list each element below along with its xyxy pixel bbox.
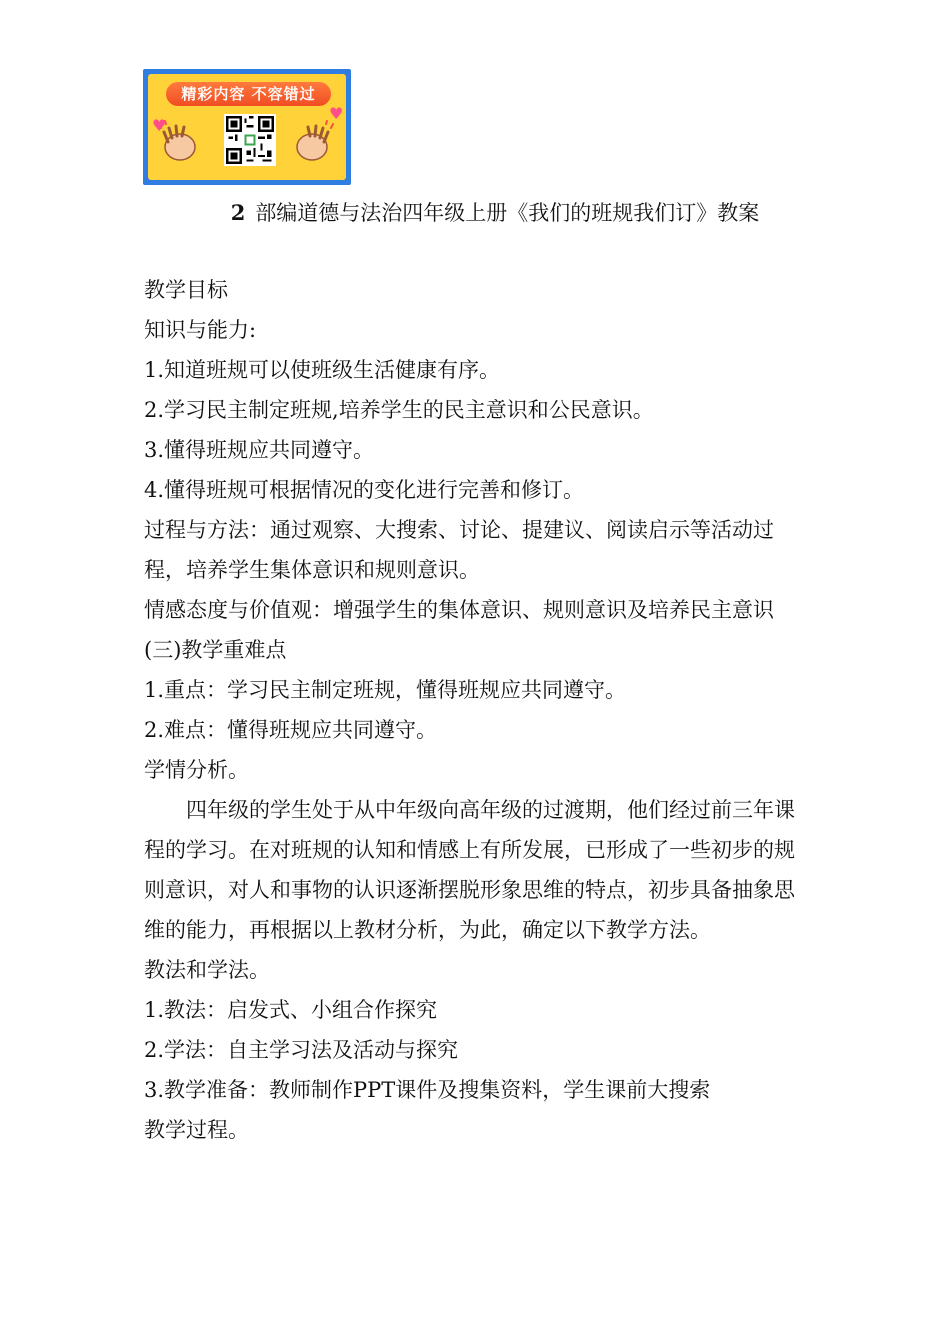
- list-item: 2.学习民主制定班规,培养学生的民主意识和公民意识。: [144, 398, 654, 422]
- list-item: 4.懂得班规可根据情况的变化进行完善和修订。: [144, 478, 585, 502]
- qr-code-icon[interactable]: [224, 114, 276, 166]
- list-item: 2.学法：自主学习法及活动与探究: [144, 1038, 459, 1062]
- promo-banner-body: [148, 74, 346, 180]
- paragraph-attitude: 情感态度与价值观：增强学生的集体意识、规则意识及培养民主意识: [144, 598, 774, 622]
- section-heading-analysis: 学情分析。: [144, 758, 249, 782]
- heart-icon: ♥: [152, 116, 167, 135]
- title-number: 2: [230, 200, 246, 225]
- section-heading-key-points: (三)教学重难点: [144, 638, 287, 662]
- promo-banner[interactable]: [143, 69, 351, 185]
- document-title: [0, 198, 950, 228]
- promo-slogan: 精彩内容 不容错过: [166, 82, 331, 106]
- section-heading-process: 教学过程。: [144, 1118, 249, 1142]
- heart-icon: ♥: [329, 104, 344, 123]
- list-item: 3.懂得班规应共同遵守。: [144, 438, 375, 462]
- section-heading-goals: 教学目标: [144, 278, 228, 302]
- list-item: 1.知道班规可以使班级生活健康有序。: [144, 358, 501, 382]
- document-body: [144, 270, 796, 1150]
- subheading-knowledge: 知识与能力:: [144, 318, 257, 342]
- list-item: 3.教学准备：教师制作PPT课件及搜集资料，学生课前大搜索: [144, 1078, 711, 1102]
- section-heading-methods: 教法和学法。: [144, 958, 270, 982]
- paragraph-analysis: 四年级的学生处于从中年级向高年级的过渡期，他们经过前三年课程的学习。在对班规的认知和情感上有所发展，已形成了一些初步的规则意识，对人和事物的认识逐渐摆脱形象思维的特点，初步具备抽象思维的能力，再根据以上教材分析，为此，确定以下教学方法。: [144, 798, 795, 942]
- paragraph-process: 过程与方法：通过观察、大搜索、讨论、提建议、阅读启示等活动过程，培养学生集体意识和规则意识。: [144, 518, 774, 582]
- list-item: 1.教法：启发式、小组合作探究: [144, 998, 438, 1022]
- title-text: 部编道德与法治四年级上册《我们的班规我们订》教案: [255, 201, 760, 225]
- clapping-hands-icon: [288, 120, 334, 166]
- list-item: 1.重点：学习民主制定班规，懂得班规应共同遵守。: [144, 678, 627, 702]
- list-item: 2.难点：懂得班规应共同遵守。: [144, 718, 438, 742]
